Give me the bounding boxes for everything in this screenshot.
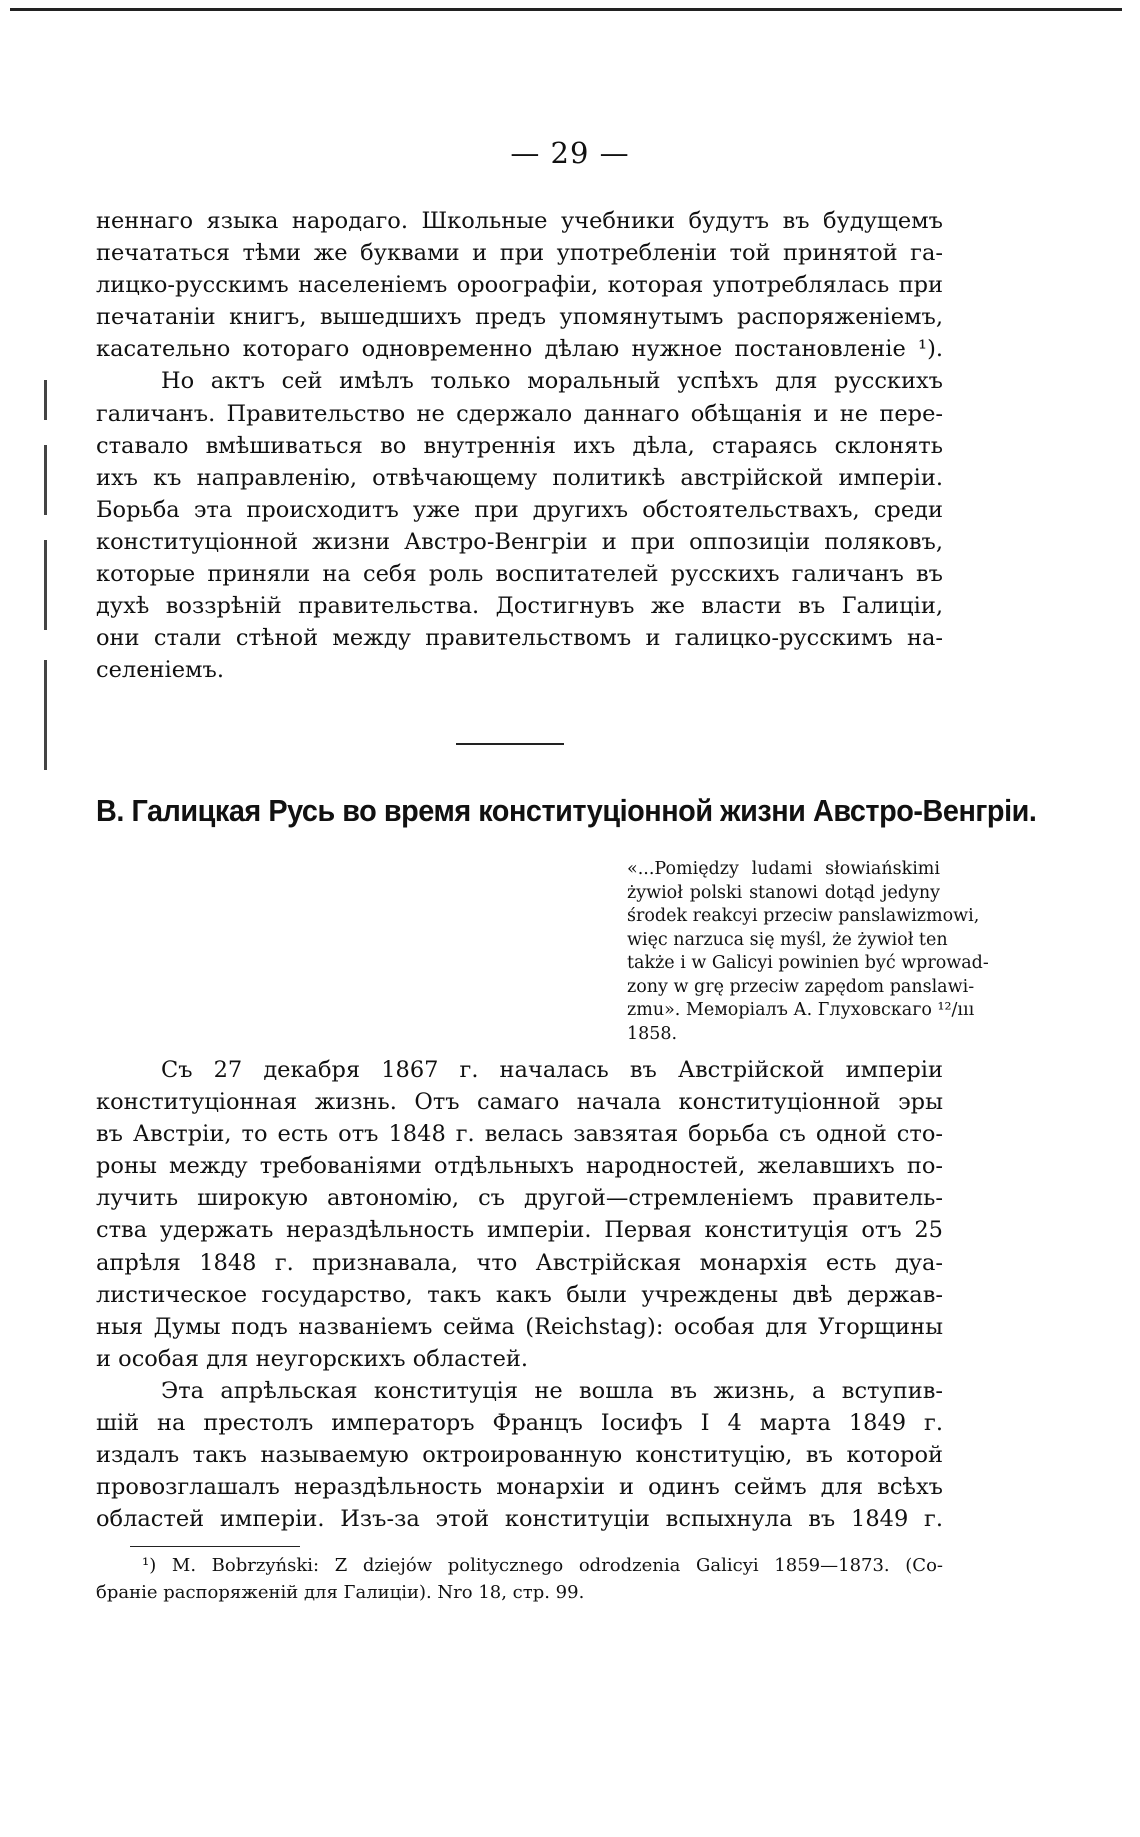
- text-line: ныя Думы подъ названіемъ сейма (Reichstag): особая для Угорщины: [96, 1313, 943, 1340]
- footnote-rule: [130, 1546, 300, 1547]
- epigraph-line: zony w grę przeciw zapędom panslawi-: [627, 976, 975, 997]
- text-line: въ Австріи, то есть отъ 1848 г. велась завзятая борьба съ одной сто-: [96, 1121, 943, 1148]
- text-line: шій на престолъ императоръ Францъ Іосифъ I 4 марта 1849 г.: [96, 1410, 943, 1437]
- text-line: печататься тѣми же буквами и при употребленіи той принятой га-: [96, 240, 943, 267]
- text-line: касательно котораго одновременно дѣлаю нужное постановленіе ¹).: [96, 336, 943, 363]
- text-line: они стали стѣной между правительствомъ и галицко-русскимъ на-: [96, 625, 943, 652]
- section1-text: [96, 205, 943, 686]
- footnote-line: браніе распоряженій для Галиціи). Nro 18, стр. 99.: [96, 1581, 585, 1603]
- epigraph-line: żywioł polski stanowi dotąd jedyny: [627, 882, 940, 903]
- text-line: Эта апрѣльская конституція не вошла въ жизнь, а вступив-: [161, 1377, 943, 1404]
- text-line: Но актъ сей имѣлъ только моральный успѣхъ для русскихъ: [161, 368, 943, 395]
- text-line: и особая для неугорскихъ областей.: [96, 1345, 529, 1372]
- epigraph-line: także i w Galicyi powinien być wprowad-: [627, 953, 989, 973]
- text-line: ихъ къ направленію, отвѣчающему политикѣ австрійской имперіи.: [96, 464, 943, 491]
- epigraph-line: «...Pomiędzy ludami słowiańskimi: [627, 859, 940, 879]
- text-line: провозглашалъ нераздѣльность монархіи и одинъ сеймъ для всѣхъ: [96, 1474, 943, 1501]
- section-separator: [456, 743, 564, 745]
- footnotes: [96, 1553, 943, 1606]
- text-line: издалъ такъ называемую октроированную конституцію, въ которой: [96, 1442, 943, 1469]
- text-line: Съ 27 декабря 1867 г. началась въ Австрійской имперіи: [161, 1057, 943, 1083]
- epigraph-line: zmu». Меморіалъ А. Глуховскаго ¹²/ııı: [627, 1000, 975, 1020]
- text-line: ства удержать нераздѣльность имперіи. Первая конституція отъ 25: [96, 1217, 943, 1244]
- top-edge-rule: [10, 8, 1122, 11]
- text-line: духѣ воззрѣній правительства. Достигнувъ же власти въ Галиціи,: [96, 593, 943, 620]
- text-line: апрѣля 1848 г. признавала, что Австрійская монархія есть дуа-: [96, 1249, 943, 1276]
- text-line: листическое государство, такъ какъ были учреждены двѣ держав-: [96, 1281, 943, 1308]
- text-line: селеніемъ.: [96, 657, 225, 684]
- text-line: галичанъ. Правительство не сдержало даннаго обѣщанія и не пере-: [96, 400, 943, 427]
- text-line: конституціонной жизни Австро-Венгріи и при оппозиціи поляковъ,: [96, 528, 943, 555]
- text-line: ставало вмѣшиваться во внутреннія ихъ дѣла, стараясь склонять: [96, 432, 943, 459]
- text-line: лицко-русскимъ населеніемъ ороографіи, которая употреблялась при: [96, 272, 943, 299]
- epigraph-line: środek reakcyi przeciw panslawizmowi,: [627, 906, 980, 926]
- margin-pencil-marks: [40, 300, 54, 1180]
- text-line: областей имперіи. Изъ-за этой конституціи вспыхнула въ 1849 г.: [96, 1506, 943, 1533]
- section-heading: В. Галицкая Русь во время конституціонной жизни Австро-Венгріи.: [96, 793, 1037, 828]
- text-line: конституціонная жизнь. Отъ самаго начала конституціонной эры: [96, 1089, 943, 1116]
- page-number: — 29 —: [510, 136, 630, 170]
- epigraph: [627, 858, 989, 1046]
- section2-text: [96, 1054, 943, 1535]
- epigraph-line: więc narzuca się myśl, że żywioł ten: [627, 929, 948, 950]
- text-line: неннаго языка народаго. Школьные учебники будутъ въ будущемъ: [96, 208, 943, 234]
- text-line: лучить широкую автономію, съ другой—стремленіемъ правитель-: [96, 1185, 943, 1212]
- text-line: Борьба эта происходитъ уже при другихъ обстоятельствахъ, среди: [96, 496, 943, 523]
- text-line: которые приняли на себя роль воспитателей русскихъ галичанъ въ: [96, 561, 943, 588]
- footnote-line: ¹) M. Bobrzyński: Z dziejów politycznego odrodzenia Galicyi 1859—1873. (Со-: [142, 1555, 943, 1576]
- epigraph-line: 1858.: [627, 1023, 678, 1044]
- text-line: роны между требованіями отдѣльныхъ народностей, желавшихъ по-: [96, 1153, 943, 1180]
- text-line: печатаніи книгъ, вышедшихъ предъ упомянутымъ распоряженіемъ,: [96, 304, 943, 331]
